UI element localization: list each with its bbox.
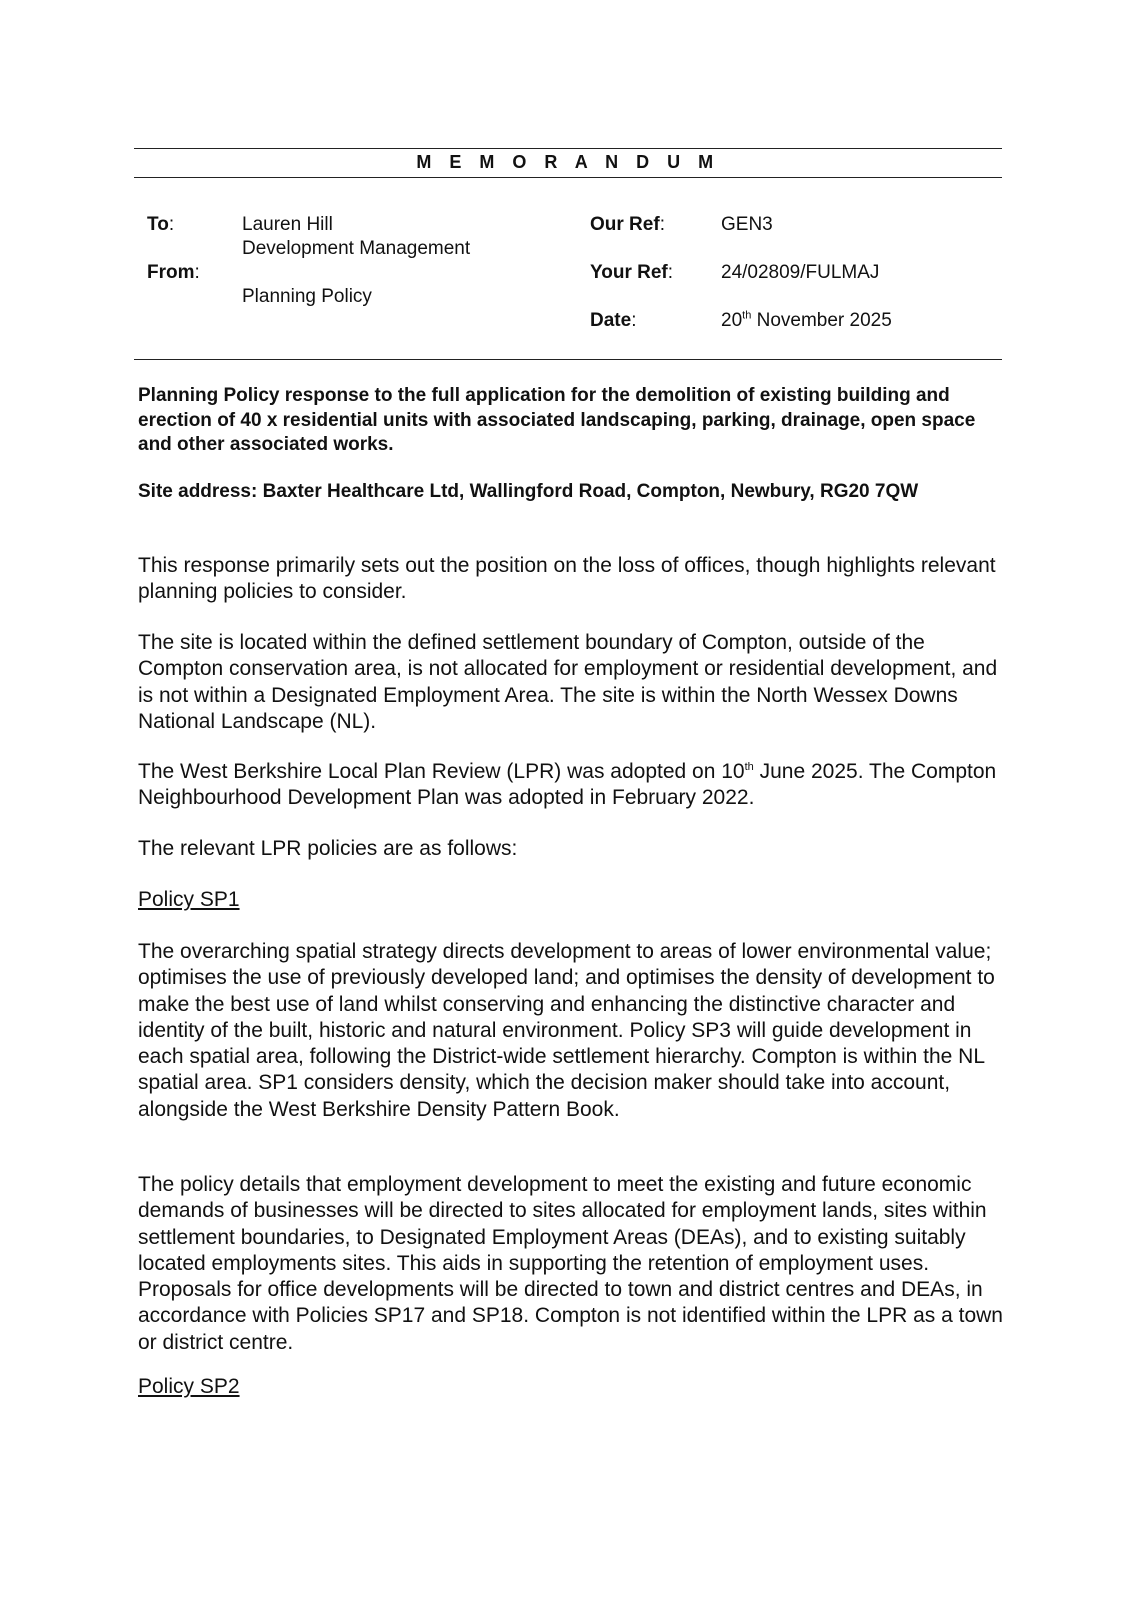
date-label: Date:	[590, 310, 637, 331]
from-department: Planning Policy	[242, 286, 372, 307]
top-rule	[134, 148, 1002, 149]
heading-policy-sp1: Policy SP1	[138, 888, 240, 911]
site-address: Site address: Baxter Healthcare Ltd, Wallingford Road, Compton, Newbury, RG20 7QW	[138, 481, 919, 502]
paragraph-loss-of-offices: This response primarily sets out the position on the loss of offices, though highlights relevant planning policies to consider.	[138, 554, 996, 604]
to-name: Lauren Hill	[242, 214, 333, 235]
paragraph-relevant-policies: The relevant LPR policies are as follows:	[138, 837, 518, 860]
subject-text: Planning Policy response to the full application for the demolition of existing building and erection of 40 x residential units with associated landscaping, parking, drainage, open space and other associated works.	[138, 385, 976, 455]
paragraph-sp1-strategy: The overarching spatial strategy directs development to areas of lower environmental value; optimises the use of previously developed land; and optimises the density of development to make the best use of land whilst conserving and enhancing the distinctive character and identity of the built, historic and natural environment. Policy SP3 will guide development in each spatial area, following the District-wide settlement hierarchy. Compton is within the NL spatial area. SP1 considers density, which the decision maker should take into account, alongside the West Berkshire Density Pattern Book.	[138, 940, 995, 1121]
paragraph-plan-adoption: The West Berkshire Local Plan Review (LPR) was adopted on 10th June 2025. The Compton Neighbourhood Development Plan was adopted in February 2022.	[138, 760, 997, 810]
our-ref-value: GEN3	[721, 214, 773, 235]
date-value: 20th November 2025	[721, 309, 892, 331]
from-label: From:	[147, 262, 200, 283]
heading-policy-sp2: Policy SP2	[138, 1375, 240, 1398]
memo-title: M E M O R A N D U M	[416, 152, 720, 172]
to-label: To:	[147, 214, 175, 235]
to-department: Development Management	[242, 238, 471, 259]
header-rule	[134, 359, 1002, 360]
paragraph-site-location: The site is located within the defined settlement boundary of Compton, outside of the Compton conservation area, is not allocated for employment or residential development, and is not within a Designated Employment Area. The site is within the North Wessex Downs National Landscape (NL).	[138, 631, 998, 733]
paragraph-sp1-employment: The policy details that employment development to meet the existing and future economic demands of businesses will be directed to sites allocated for employment lands, sites within settlement boundaries, to Designated Employment Areas (DEAs), and to existing suitably located employments sites. This aids in supporting the retention of employment uses. Proposals for office developments will be directed to town and district centres and DEAs, in accordance with Policies SP17 and SP18. Compton is not identified within the LPR as a town or district centre.	[138, 1173, 1003, 1354]
your-ref-value: 24/02809/FULMAJ	[721, 262, 880, 283]
your-ref-label: Your Ref:	[590, 262, 674, 283]
our-ref-label: Our Ref:	[590, 214, 665, 235]
title-rule	[134, 177, 1002, 178]
